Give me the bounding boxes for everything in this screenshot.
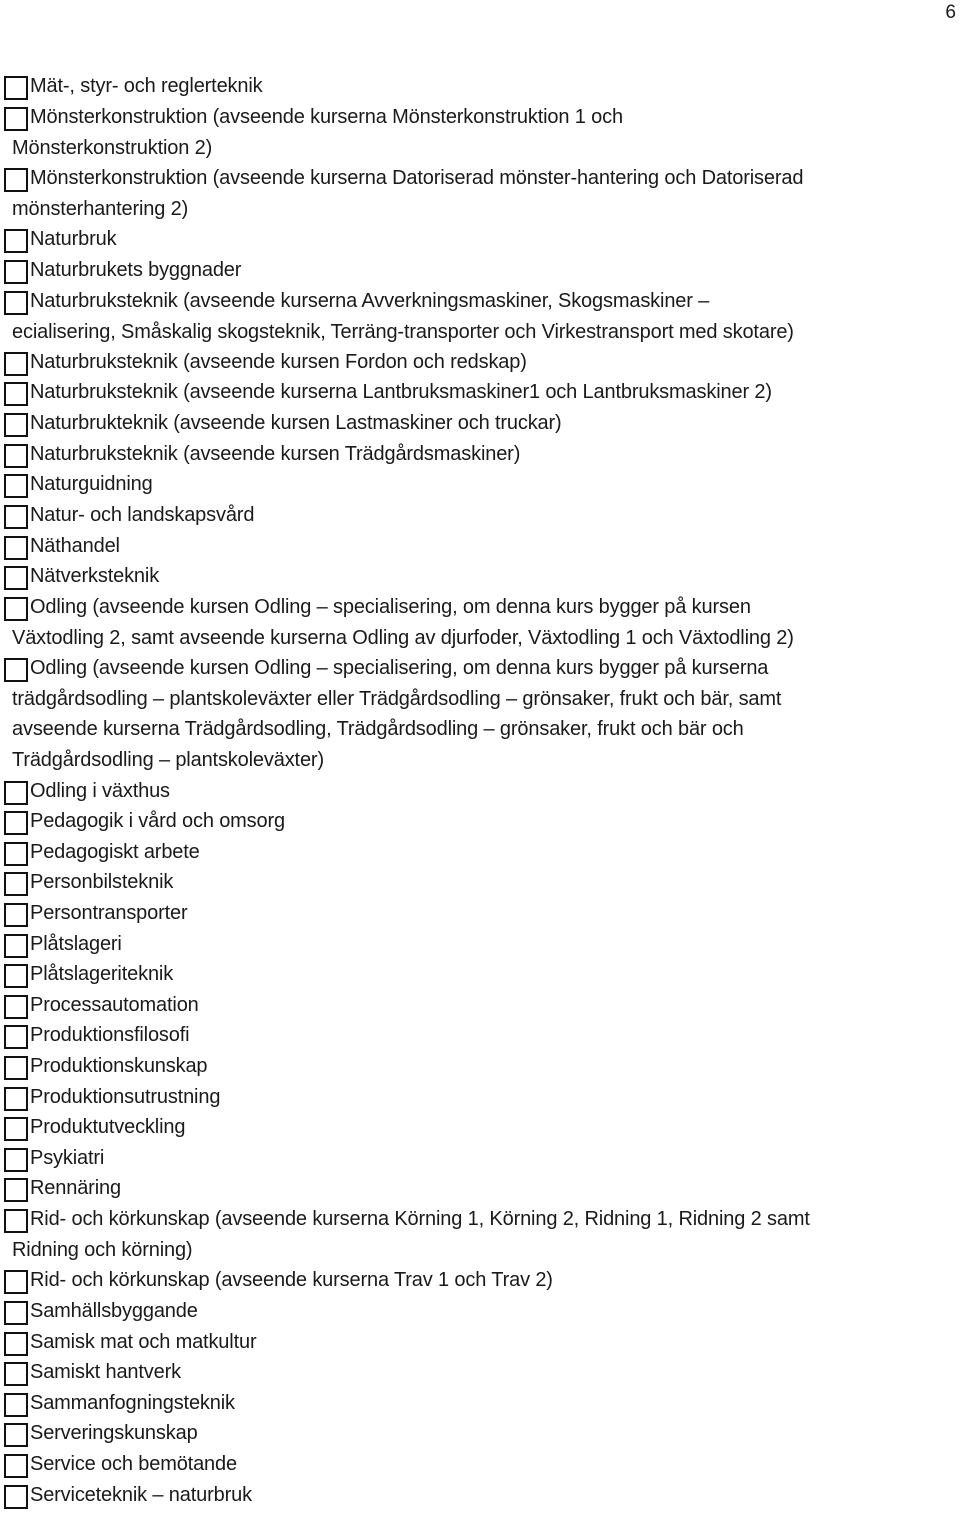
checkbox[interactable] [4,1178,28,1202]
item-text: Samiskt hantverk [30,1361,181,1383]
checkbox[interactable] [4,934,28,958]
checkbox[interactable] [4,597,28,621]
item-text: Rid- och körkunskap (avseende kurserna Körning 1, Körning 2, Ridning 1, Ridning 2 samt [30,1208,810,1230]
item-text: Mönsterkonstruktion 2) [12,136,213,159]
checkbox[interactable] [4,1301,28,1325]
item-text: Persontransporter [30,902,188,924]
item-text: Nätverksteknik [30,565,160,587]
checkbox[interactable] [4,1362,28,1386]
item-text: Mönsterkonstruktion (avseende kurserna Mönsterkonstruktion 1 och [30,106,623,128]
checkbox[interactable] [4,229,28,253]
checkbox[interactable] [4,1332,28,1356]
item-text: Odling (avseende kursen Odling – specialisering, om denna kurs bygger på kursen [30,596,751,618]
item-text: Växtodling 2, samt avseende kurserna Odling av djurfoder, Växtodling 1 och Växtodling 2) [12,626,794,649]
checkbox[interactable] [4,474,28,498]
checkbox[interactable] [4,1485,28,1509]
item-text: Näthandel [30,535,120,557]
checkbox[interactable] [4,1270,28,1294]
item-text: ecialisering, Småskalig skogsteknik, Terräng-transporter och Virkestransport med skotare) [12,320,794,343]
item-text: Psykiatri [30,1147,105,1169]
checkbox[interactable] [4,1148,28,1172]
checkbox[interactable] [4,168,28,192]
page-number: 6 [945,2,956,23]
item-text: Produktionsutrustning [30,1086,221,1108]
item-text: Produktionskunskap [30,1055,208,1077]
checkbox[interactable] [4,995,28,1019]
item-text: Pedagogik i vård och omsorg [30,810,285,832]
checkbox[interactable] [4,658,28,682]
item-text: avseende kurserna Trädgårdsodling, Trädgårdsodling – grönsaker, frukt och bär och [12,718,744,741]
checkbox[interactable] [4,1056,28,1080]
checkbox[interactable] [4,1209,28,1233]
checkbox[interactable] [4,872,28,896]
checkbox[interactable] [4,352,28,376]
checkbox[interactable] [4,903,28,927]
item-text: Plåtslageriteknik [30,963,174,985]
checkbox[interactable] [4,260,28,284]
checkbox[interactable] [4,964,28,988]
item-text: trädgårdsodling – plantskoleväxter eller Trädgårdsodling – grönsaker, frukt och bär, samt [12,687,782,710]
checkbox[interactable] [4,1025,28,1049]
item-text: Produktionsfilosofi [30,1024,190,1046]
item-text: Naturbruksteknik (avseende kursen Fordon och redskap) [30,351,527,373]
checkbox[interactable] [4,413,28,437]
item-text: mönsterhantering 2) [12,197,189,220]
item-text: Naturbruk [30,228,117,250]
checkbox[interactable] [4,1393,28,1417]
item-text: Rennäring [30,1177,121,1199]
checkbox[interactable] [4,842,28,866]
item-text: Produktutveckling [30,1116,186,1138]
item-text: Trädgårdsodling – plantskoleväxter) [12,749,324,772]
item-text: Odling i växthus [30,780,170,802]
item-text: Serviceteknik – naturbruk [30,1484,252,1506]
item-text: Personbilsteknik [30,871,174,893]
item-text: Naturbruksteknik (avseende kurserna Lantbruksmaskiner1 och Lantbruksmaskiner 2) [30,381,772,403]
item-text: Mät-, styr- och reglerteknik [30,75,263,97]
item-text: Naturbrukteknik (avseende kursen Lastmaskiner och truckar) [30,412,562,434]
checkbox[interactable] [4,1423,28,1447]
checkbox[interactable] [4,444,28,468]
item-text: Serveringskunskap [30,1422,198,1444]
item-text: Plåtslageri [30,933,122,955]
item-text: Samhällsbyggande [30,1300,198,1322]
checkbox[interactable] [4,536,28,560]
checkbox[interactable] [4,1117,28,1141]
checkbox[interactable] [4,382,28,406]
item-text: Service och bemötande [30,1453,237,1475]
item-text: Samisk mat och matkultur [30,1331,257,1353]
checkbox[interactable] [4,781,28,805]
item-text: Natur- och landskapsvård [30,504,255,526]
checkbox[interactable] [4,76,28,100]
item-text: Naturbruksteknik (avseende kurserna Avverkningsmaskiner, Skogsmaskiner – [30,290,710,312]
item-text: Sammanfogningsteknik [30,1392,235,1414]
item-text: Mönsterkonstruktion (avseende kurserna Datoriserad mönster-hantering och Datoriserad [30,167,804,189]
checkbox[interactable] [4,566,28,590]
item-text: Pedagogiskt arbete [30,841,200,863]
checkbox[interactable] [4,811,28,835]
checkbox[interactable] [4,1087,28,1111]
item-text: Naturbrukets byggnader [30,259,242,281]
checkbox[interactable] [4,107,28,131]
item-text: Naturguidning [30,473,153,495]
item-text: Ridning och körning) [12,1238,193,1261]
checkbox[interactable] [4,505,28,529]
item-text: Processautomation [30,994,199,1016]
checkbox[interactable] [4,291,28,315]
item-text: Odling (avseende kursen Odling – specialisering, om denna kurs bygger på kurserna [30,657,769,679]
item-text: Rid- och körkunskap (avseende kurserna Trav 1 och Trav 2) [30,1269,553,1291]
item-text: Naturbruksteknik (avseende kursen Trädgårdsmaskiner) [30,443,521,465]
checkbox[interactable] [4,1454,28,1478]
